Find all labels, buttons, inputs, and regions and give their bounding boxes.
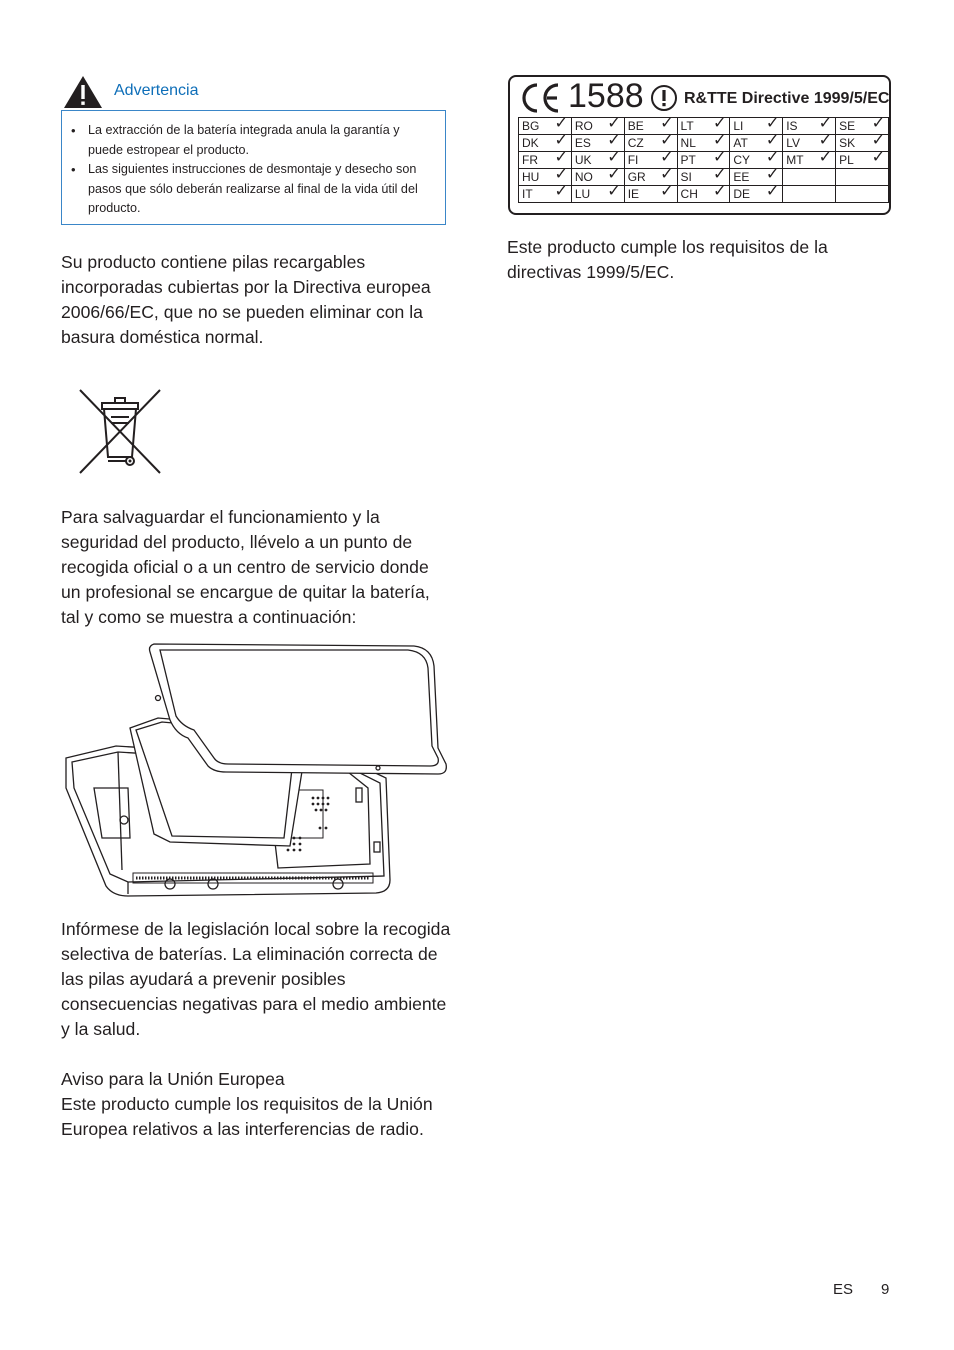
country-code: CH	[680, 187, 698, 201]
country-code: ES	[574, 136, 591, 150]
battery-paragraph: Su producto contiene pilas recargables incorporadas cubiertas por la Directiva europea 2006/66/EC, que no se pueden eliminar con la basura doméstica normal.	[61, 252, 431, 347]
check-mark-icon: ✓	[818, 132, 833, 149]
country-code: LI	[733, 119, 744, 133]
rtte-title: R&TTE Directive 1999/5/EC	[684, 90, 890, 107]
country-code: AT	[733, 136, 748, 150]
country-code: IS	[786, 119, 798, 133]
legislation-paragraph: Infórmese de la legislación local sobre la recogida selectiva de baterías. La eliminación correcta de las pilas ayudará a prevenir posibles consecuencias negativas para el medio ambiente y la salud.	[61, 919, 451, 1039]
country-code: PL	[839, 153, 854, 167]
country-code: LU	[574, 187, 591, 201]
check-mark-icon: ✓	[818, 115, 833, 132]
check-mark-icon: ✓	[554, 166, 568, 183]
country-code: PT	[680, 153, 696, 167]
ce-mark-icon	[518, 81, 562, 115]
check-mark-icon: ✓	[712, 132, 727, 149]
country-code: FI	[627, 153, 639, 167]
check-mark-icon: ✓	[712, 183, 727, 200]
country-code: SI	[680, 170, 692, 184]
country-code: UK	[574, 153, 592, 167]
country-code: IE	[627, 187, 640, 201]
country-code: MT	[786, 153, 804, 167]
eu-notice-body: Este producto cumple los requisitos de la Unión Europea relativos a las interferencias de radio.	[61, 1094, 433, 1139]
check-mark-icon: ✓	[660, 183, 674, 200]
country-cell	[836, 186, 889, 203]
country-code: RO	[574, 119, 593, 133]
check-mark-icon: ✓	[660, 149, 674, 166]
check-mark-icon: ✓	[765, 183, 780, 200]
country-code: BG	[522, 119, 540, 133]
country-cell	[571, 183, 624, 203]
check-mark-icon: ✓	[712, 149, 727, 166]
country-code: EE	[733, 170, 750, 184]
country-cell	[836, 169, 889, 186]
country-row	[519, 118, 889, 135]
country-code: CY	[733, 153, 751, 167]
warning-title: Advertencia	[114, 82, 199, 99]
device-disassembly-illustration	[58, 638, 450, 900]
check-mark-icon: ✓	[554, 115, 568, 132]
country-cell	[783, 149, 836, 169]
check-mark-icon: ✓	[660, 166, 674, 183]
country-cell	[624, 183, 677, 203]
check-mark-icon: ✓	[607, 183, 621, 200]
page-number: 9	[881, 1281, 890, 1298]
country-code: BE	[627, 119, 644, 133]
country-code: NL	[680, 136, 696, 150]
check-mark-icon: ✓	[607, 166, 621, 183]
alert-circle-icon	[650, 84, 678, 112]
check-mark-icon: ✓	[607, 149, 621, 166]
country-code: DK	[522, 136, 539, 150]
check-mark-icon: ✓	[660, 115, 674, 132]
language-code: ES	[833, 1281, 854, 1298]
country-row	[519, 169, 889, 186]
country-row	[519, 186, 889, 203]
check-mark-icon: ✓	[871, 132, 885, 149]
check-mark-icon: ✓	[712, 115, 727, 132]
warning-item: • Las siguientes instrucciones de desmontaje y desecho son pasos que sólo deberán realizarse al final de la vida útil del producto.	[88, 160, 433, 219]
crossed-out-bin-icon	[75, 385, 167, 477]
eu-notice	[61, 1067, 453, 1142]
country-code: LT	[680, 119, 694, 133]
check-mark-icon: ✓	[554, 183, 568, 200]
country-code: LV	[786, 136, 801, 150]
country-cell	[783, 186, 836, 203]
rtte-note: Este producto cumple los requisitos de la directivas 1999/5/EC.	[507, 237, 828, 282]
eu-notice-heading: Aviso para la Unión Europea	[61, 1069, 285, 1089]
country-code: DE	[733, 187, 751, 201]
warning-box	[61, 110, 446, 225]
check-mark-icon: ✓	[712, 166, 727, 183]
check-mark-icon: ✓	[607, 132, 621, 149]
check-mark-icon: ✓	[871, 149, 885, 166]
country-cell	[519, 183, 572, 203]
country-cell	[730, 183, 783, 203]
country-cell	[836, 149, 889, 169]
country-table	[518, 117, 889, 203]
notified-body-number: 1588	[568, 77, 644, 115]
country-cell	[677, 183, 730, 203]
country-row	[519, 152, 889, 169]
country-code: SK	[839, 136, 856, 150]
country-code: CZ	[627, 136, 644, 150]
check-mark-icon: ✓	[765, 132, 780, 149]
check-mark-icon: ✓	[660, 132, 674, 149]
warning-item: • La extracción de la batería integrada anula la garantía y puede estropear el producto.	[88, 121, 433, 160]
rtte-compliance-box	[508, 75, 891, 215]
country-code: HU	[522, 170, 540, 184]
country-code: GR	[627, 170, 646, 184]
country-code: SE	[839, 119, 856, 133]
check-mark-icon: ✓	[871, 115, 885, 132]
check-mark-icon: ✓	[818, 149, 833, 166]
country-cell	[783, 169, 836, 186]
check-mark-icon: ✓	[607, 115, 621, 132]
safeguard-paragraph: Para salvaguardar el funcionamiento y la seguridad del producto, llévelo a un punto de recogida oficial o a un centro de servicio donde un profesional se encargue de quitar la batería, tal y como se muestra a continuación:	[61, 507, 430, 627]
check-mark-icon: ✓	[554, 132, 568, 149]
check-mark-icon: ✓	[554, 149, 568, 166]
country-code: IT	[522, 187, 533, 201]
warning-triangle-icon	[62, 74, 104, 110]
check-mark-icon: ✓	[765, 115, 780, 132]
country-row	[519, 135, 889, 152]
check-mark-icon: ✓	[765, 149, 780, 166]
country-code: NO	[574, 170, 593, 184]
country-code: FR	[522, 153, 538, 167]
check-mark-icon: ✓	[765, 166, 780, 183]
